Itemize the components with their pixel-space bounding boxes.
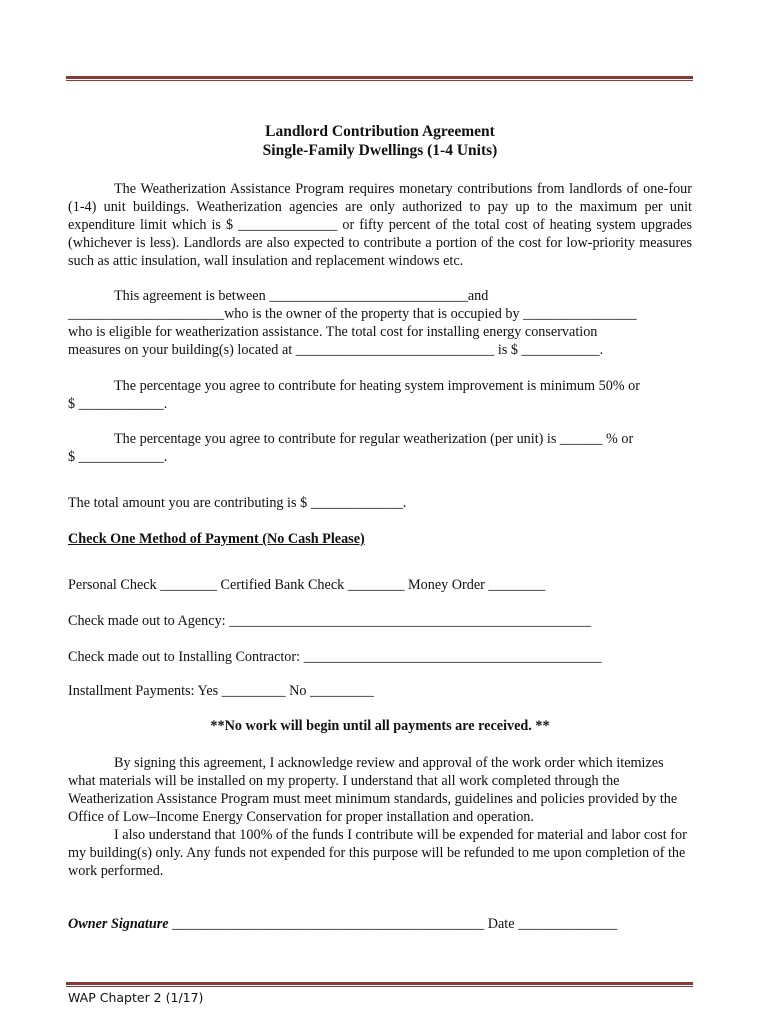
agreement-line-1: This agreement is between ____________________________and — [114, 288, 489, 304]
agency-check-line: Check made out to Agency: ___________________________________________________ — [68, 613, 591, 629]
regular-line-2: $ ____________. — [68, 449, 168, 465]
payment-method-heading: Check One Method of Payment (No Cash Please) — [68, 531, 365, 547]
title-line-2: Single-Family Dwellings (1-4 Units) — [262, 142, 498, 159]
heating-line-2: $ ____________. — [68, 396, 168, 412]
acknowledgement-paragraph-1: By signing this agreement, I acknowledge review and approval of the work order which itemizes what materials will be installed on my property. I understand that all work completed through the Weatherization Assistance Program must meet minimum standards, guidelines and policies provided by the Office of Low–Income Energy Conservation for proper installation and operation. — [68, 755, 678, 825]
agreement-paragraph — [68, 287, 692, 359]
agreement-line-3: who is eligible for weatherization assistance. The total cost for installing energy conservation — [68, 324, 598, 340]
total-amount-line: The total amount you are contributing is $ _____________. — [68, 495, 407, 511]
bottom-divider — [66, 982, 693, 987]
top-divider — [66, 76, 693, 81]
payment-methods-line: Personal Check ________ Certified Bank Check ________ Money Order ________ — [68, 577, 546, 593]
intro-paragraph: The Weatherization Assistance Program requires monetary contributions from landlords of one-four (1-4) unit buildings. Weatherization agencies are only authorized to pay up to the maximum per unit expenditure limit which is $ ______________ or fifty percent of the total cost of heating system upgrades (whichever is less). Landlords are also expected to contribute a portion of the cost for low-priority measures such as attic insulation, wall insulation and replacement windows etc. — [68, 181, 692, 269]
document-title — [68, 122, 692, 160]
agreement-line-2: ______________________who is the owner of the property that is occupied by ________________ — [68, 306, 637, 322]
regular-contribution — [68, 430, 692, 466]
heating-line-1: The percentage you agree to contribute for heating system improvement is minimum 50% or — [114, 378, 640, 394]
page-footer: WAP Chapter 2 (1/17) — [68, 990, 204, 1005]
agreement-line-4: measures on your building(s) located at ____________________________ is $ ___________. — [68, 342, 604, 358]
installment-payments-line: Installment Payments: Yes _________ No _________ — [68, 683, 374, 699]
signature-blank: ____________________________________________ — [168, 916, 488, 932]
payment-notice: **No work will begin until all payments are received. ** — [210, 718, 550, 734]
acknowledgement-section — [68, 754, 692, 880]
signature-line — [68, 915, 692, 933]
acknowledgement-paragraph-2: I also understand that 100% of the funds I contribute will be expended for material and labor cost for my building(s) only. Any funds not expended for this purpose will be refunded to me upon completion of the work performed. — [68, 827, 687, 879]
regular-line-1: The percentage you agree to contribute for regular weatherization (per unit) is ______ % or — [114, 431, 634, 447]
date-field: Date ______________ — [487, 916, 618, 932]
contractor-check-line: Check made out to Installing Contractor: __________________________________________ — [68, 649, 602, 665]
heating-contribution — [68, 377, 692, 413]
owner-signature-label: Owner Signature — [68, 916, 169, 932]
title-line-1: Landlord Contribution Agreement — [265, 123, 495, 140]
